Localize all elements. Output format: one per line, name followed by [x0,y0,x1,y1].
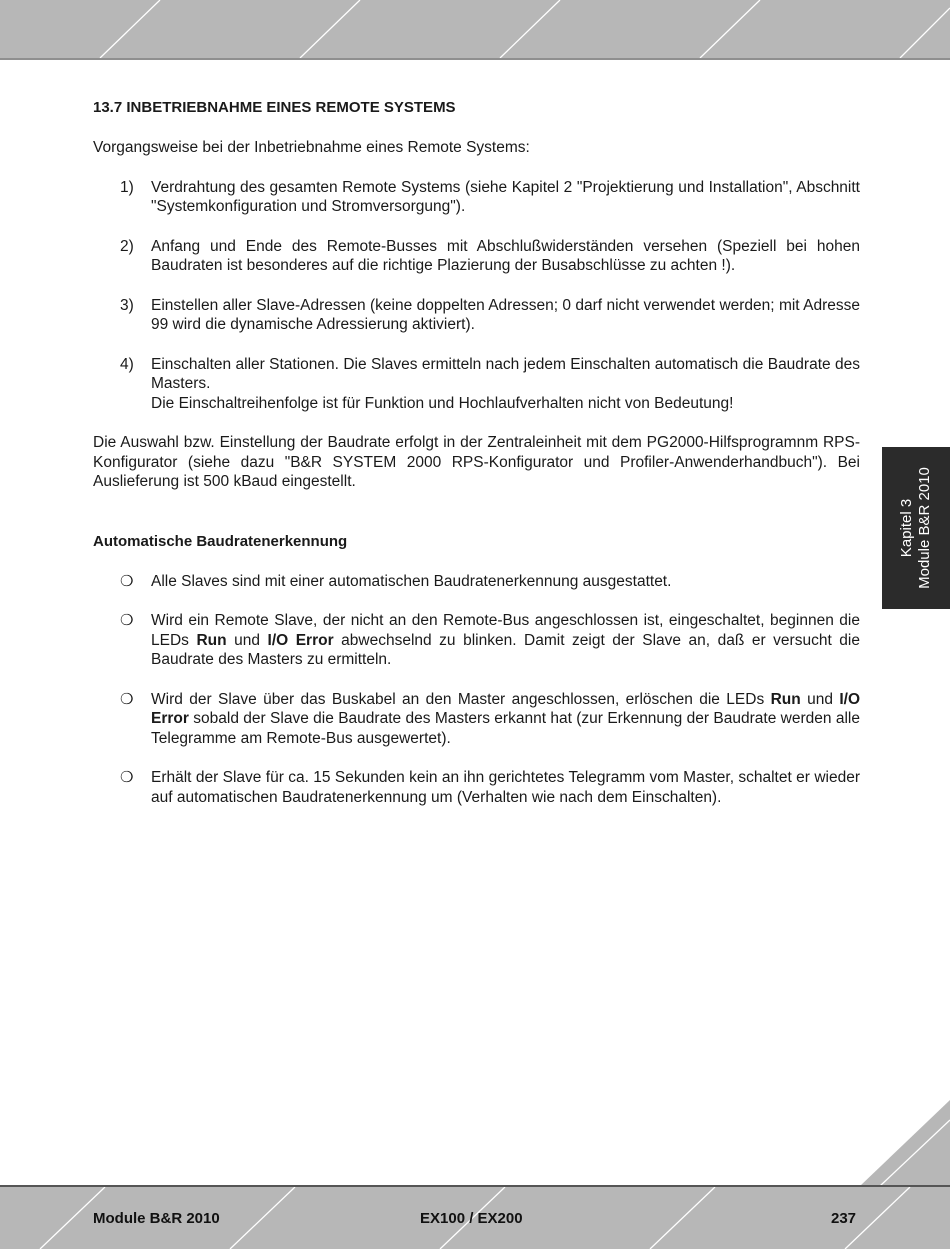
bullet-text [151,611,860,670]
footer-product: EX100 / EX200 [420,1210,523,1227]
section-intro: Vorgangsweise bei der Inbetriebnahme eines Remote Systems: [93,139,530,156]
list-item [93,611,860,670]
circle-bullet-icon: ❍ [120,690,134,708]
list-item [93,296,860,335]
list-item [93,355,860,414]
circle-bullet-icon: ❍ [120,612,134,629]
led-run-label: Run [770,690,801,708]
step-number: 3) [120,296,134,314]
text-run: Wird der Slave über das Buskabel an den Master angeschlossen, erlöschen die LEDs [151,690,771,708]
corner-wedge [860,1100,950,1186]
step-text: Anfang und Ende des Remote-Busses mit Abschlußwiderständen versehen (Speziell bei hohen Baudraten ist besonderes auf die richtige Plazierung der Busabschlüsse zu achten !). [151,237,860,274]
page-number: 237 [831,1210,857,1227]
text-run: Wird ein Remote Slave, der nicht an den Remote-Bus angeschlossen ist, eingeschaltet, beginnen die LEDs [151,612,860,649]
chapter-tab-chapter: Kapitel 3 [898,498,915,558]
led-run-label: Run [196,631,227,649]
step-text-note: Die Einschaltreihenfolge ist für Funktion und Hochlaufverhalten nicht von Bedeutung! [151,394,734,412]
text-run: und [226,631,268,649]
step-number: 1) [120,178,134,196]
page-content [93,98,860,827]
text-run: abwechselnd zu blinken. Damit zeigt der Slave an, daß er versucht die Baudrate des Masters zu ermitteln. [151,631,860,668]
steps-list [93,178,860,414]
step-text: Einschalten aller Stationen. Die Slaves ermitteln nach jedem Einschalten automatisch die Baudrate des Masters. [151,355,860,392]
list-item [93,178,860,217]
subsection-title: Automatische Baudratenerkennung [93,532,348,550]
chapter-tab-module: Module B&R 2010 [916,467,933,589]
chapter-tab [882,447,950,609]
led-io-error-label: I/O Error [151,690,860,727]
list-item [93,690,860,749]
step-text: Einstellen aller Slave-Adressen (keine doppelten Adressen; 0 darf nicht verwendet werden; mit Adresse 99 wird die dynamische Adressierung aktiviert). [151,296,860,333]
step-text: Verdrahtung des gesamten Remote Systems (siehe Kapitel 2 "Projektierung und Installation", Abschnitt "Systemkonfiguration und Stromversorgung"). [151,178,860,215]
footer-module-name: Module B&R 2010 [93,1210,220,1227]
circle-bullet-icon: ❍ [120,769,134,786]
baudrate-summary: Die Auswahl bzw. Einstellung der Baudrate erfolgt in der Zentraleinheit mit dem PG2000-Hilfsprogramnm RPS-Konfigurator (siehe dazu "B&R SYSTEM 2000 RPS-Konfigurator und Profiler-Anwenderhandbuch"). Bei Auslieferung ist 500 kBaud eingestellt. [93,434,860,490]
bullet-text: Alle Slaves sind mit einer automatischen Baudratenerkennung ausgestattet. [151,572,672,590]
led-io-error-label: I/O Error [267,631,334,649]
step-text-group [151,355,860,414]
bullet-text [151,690,860,749]
header-stripes [0,0,950,58]
step-number: 2) [120,237,134,255]
circle-bullet-icon: ❍ [120,572,134,590]
text-run: sobald der Slave die Baudrate des Masters erkannt hat (zur Erkennung der Baudrate werden alle Telegramme am Remote-Bus ausgewertet). [151,710,860,747]
list-item [93,768,860,807]
bullet-text: Erhält der Slave für ca. 15 Sekunden kein an ihn gerichtetes Telegramm vom Master, schaltet er wieder auf automatischen Baudratenerkennung um (Verhalten wie nach dem Einschalten). [151,769,860,806]
list-item [93,237,860,276]
chapter-tab-label [898,467,934,589]
section-title: 13.7 INBETRIEBNAHME EINES REMOTE SYSTEMS [93,99,456,116]
text-run: und [800,690,840,708]
step-number: 4) [120,355,134,373]
header-band [0,0,950,60]
bullet-list [93,572,860,808]
list-item [93,572,860,592]
